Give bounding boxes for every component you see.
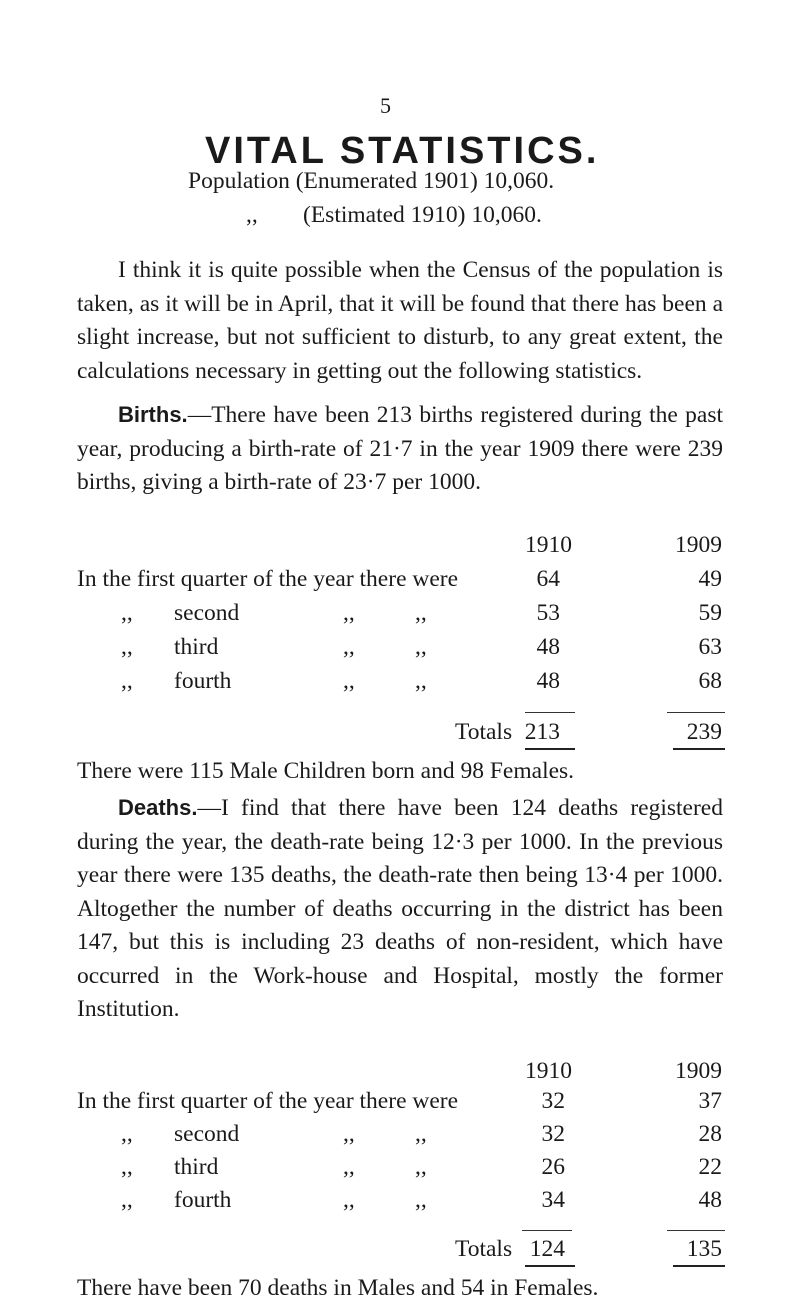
births-total-1909: 239 [686,719,722,745]
births-row-3-1910: 48 [536,634,560,660]
births-rule-1909 [667,712,725,713]
births-total-1910: 213 [524,719,560,745]
births-row-2-1910: 53 [536,600,560,626]
deaths-row-3-label: third [174,1154,219,1180]
births-row-1-label: In the first quarter of the year there were [77,566,459,592]
births-total-underline-1909 [673,748,725,750]
births-row-2-label: second [174,600,240,626]
births-row-3-ditto1: ,, [343,634,355,660]
page-number: 5 [380,93,391,118]
deaths-row-4-label: fourth [174,1187,232,1213]
births-paragraph [77,398,723,500]
births-row-4-ditto1: ,, [343,668,355,694]
deaths-row-3-ditto1: ,, [343,1154,355,1180]
births-row-1-1910: 64 [536,566,560,592]
deaths-row-2-1910: 32 [541,1121,565,1147]
deaths-total-1910: 124 [529,1236,565,1262]
births-totals-label: Totals [455,719,513,745]
deaths-row-2-ditto: ,, [121,1121,133,1147]
deaths-totals-label: Totals [455,1236,513,1262]
deaths-rule-1910 [522,1230,572,1231]
deaths-col-1910: 1910 [525,1058,572,1084]
births-footnote: There were 115 Male Children born and 98 Females. [77,758,575,784]
deaths-footnote: There have been 70 deaths in Males and 54 in Females. [77,1275,599,1301]
deaths-total-underline-1910 [525,1265,575,1267]
deaths-row-4-ditto: ,, [121,1187,133,1213]
page-title: VITAL STATISTICS. [205,130,600,172]
births-row-2-ditto2: ,, [415,600,427,626]
births-row-4-ditto: ,, [121,668,133,694]
intro-text: I think it is quite possible when the Census of the population is taken, as it will be in April, that it will be found that there has been a slight increase, but not sufficient to disturb, to any great extent, the calculations necessary in getting out the following statistics. [77,257,723,384]
deaths-row-3-ditto2: ,, [415,1154,427,1180]
births-row-4-1910: 48 [536,668,560,694]
births-col-1909: 1909 [675,532,722,558]
births-row-3-label: third [174,634,219,660]
births-heading: Births. [118,402,188,427]
deaths-row-1-1910: 32 [541,1088,565,1114]
deaths-row-3-1909: 22 [698,1154,722,1180]
deaths-heading: Deaths. [118,795,198,820]
births-col-1910: 1910 [525,532,572,558]
births-row-2-1909: 59 [698,600,722,626]
births-row-2-ditto1: ,, [343,600,355,626]
deaths-row-4-1909: 48 [698,1187,722,1213]
deaths-row-2-ditto1: ,, [343,1121,355,1147]
deaths-row-3-ditto: ,, [121,1154,133,1180]
births-total-underline-1910 [525,748,575,750]
births-row-3-1909: 63 [698,634,722,660]
deaths-text: —I find that there have been 124 deaths registered during the year, the death-rate being 12·3 per 1000. In the previous year there were 135 deaths, the death-rate then being 13·4 per 1000. Altogether the number of deaths occurring in the district has been 147, but this is including 23 deaths of non-resident, which have occurred in the Work-house and Hospital, mostly the former Institution. [77,795,723,1022]
births-row-4-label: fourth [174,668,232,694]
births-row-3-ditto: ,, [121,634,133,660]
births-row-4-ditto2: ,, [415,668,427,694]
deaths-row-4-ditto1: ,, [343,1187,355,1213]
births-row-1-1909: 49 [698,566,722,592]
deaths-total-1909: 135 [686,1236,722,1262]
births-row-2-ditto: ,, [121,600,133,626]
population-ditto: ,, [246,202,258,228]
population-estimated: (Estimated 1910) 10,060. [303,202,542,228]
population-enumerated: Population (Enumerated 1901) 10,060. [188,168,555,194]
births-text: —There have been 213 births registered during the past year, producing a birth-rate of 21·7 in the year 1909 there were 239 births, giving a birth-rate of 23·7 per 1000. [77,402,723,495]
deaths-row-3-1910: 26 [541,1154,565,1180]
births-rule-1910 [525,712,575,713]
deaths-row-1-1909: 37 [698,1088,722,1114]
births-row-3-ditto2: ,, [415,634,427,660]
deaths-rule-1909 [667,1230,725,1231]
deaths-row-4-ditto2: ,, [415,1187,427,1213]
deaths-col-1909: 1909 [675,1058,722,1084]
deaths-paragraph [77,791,723,1027]
deaths-row-2-ditto2: ,, [415,1121,427,1147]
intro-paragraph [77,254,723,388]
births-row-4-1909: 68 [698,668,722,694]
deaths-row-2-1909: 28 [698,1121,722,1147]
deaths-row-1-label: In the first quarter of the year there were [77,1088,459,1114]
deaths-total-underline-1909 [673,1265,725,1267]
deaths-row-4-1910: 34 [541,1187,565,1213]
deaths-row-2-label: second [174,1121,240,1147]
